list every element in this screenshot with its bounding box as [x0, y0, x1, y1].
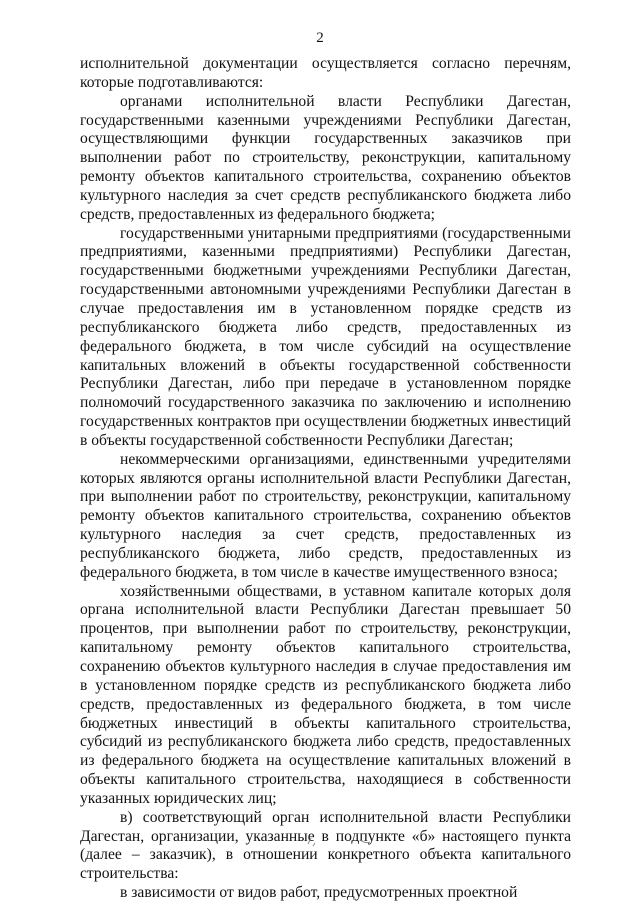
scan-artifact-mark: [300, 830, 380, 854]
document-body: [80, 55, 571, 903]
paragraph-continuation: исполнительной документации осуществляется согласно перечням, которые подготавливаются:: [80, 55, 571, 91]
paragraph-work-types: в зависимости от видов работ, предусмотренных проектной: [120, 884, 518, 902]
paragraph-unitary-enterprises: государственными унитарными предприятиями (государственными предприятиями, казенными предприятиями) Республики Дагестан, государственными бюджетными учреждениями Республики Дагестан, государственными автономными учреждениями Республики Дагестан в случае предоставления им в установленном порядке средств из республиканского бюджета либо средств, предоставленных из федерального бюджета, в том числе субсидий на осуществление капитальных вложений в объекты государственной собственности Республики Дагестан, либо при передаче в установленном порядке полномочий государственного заказчика по заключению и исполнению государственных контрактов при осуществлении бюджетных инвестиций в объекты государственной собственности Республики Дагестан;: [80, 224, 571, 449]
page-number: 2: [316, 30, 324, 46]
paragraph-business-companies: хозяйственными обществами, в уставном капитале которых доля органа исполнительной власти Республики Дагестан превышает 50 процентов, при выполнении работ по строительству, реконструкции, капитальному ремонту объектов капитального строительства, сохранению объектов культурного наследия в случае предоставления им в установленном порядке средств из республиканского бюджета либо средств, предоставленных из федерального бюджета, в том числе бюджетных инвестиций в объекты капитального строительства, субсидий из республиканского бюджета либо средств, предоставленных из федерального бюджета на осуществление капитальных вложений в объекты капитального строительства, находящиеся в собственности указанных юридических лиц;: [80, 582, 571, 807]
paragraph-item-v: в) соответствующий орган исполнительной власти Республики Дагестан, организации, указанные в подпункте «б» настоящего пункта (далее – заказчик), в отношении конкретного объекта капитального строительства:: [80, 808, 571, 883]
paragraph-nonprofit-organizations: некоммерческими организациями, единственными учредителями которых являются органы исполнительной власти Республики Дагестан, при выполнении работ по строительству, реконструкции, капитальному ремонту объектов капитального строительства, сохранению объектов культурного наследия за счет средств, предоставленных из республиканского бюджета, либо средств, предоставленных из федерального бюджета, в том числе в качестве имущественного взноса;: [80, 450, 571, 581]
paragraph-executive-bodies: органами исполнительной власти Республики Дагестан, государственными казенными учреждениями Республики Дагестан, осуществляющими функции государственных заказчиков при выполнении работ по строительству, реконструкции, капитальному ремонту объектов капитального строительства, сохранению объектов культурного наследия за счет средств республиканского бюджета либо средств, предоставленных из федерального бюджета;: [80, 92, 571, 223]
